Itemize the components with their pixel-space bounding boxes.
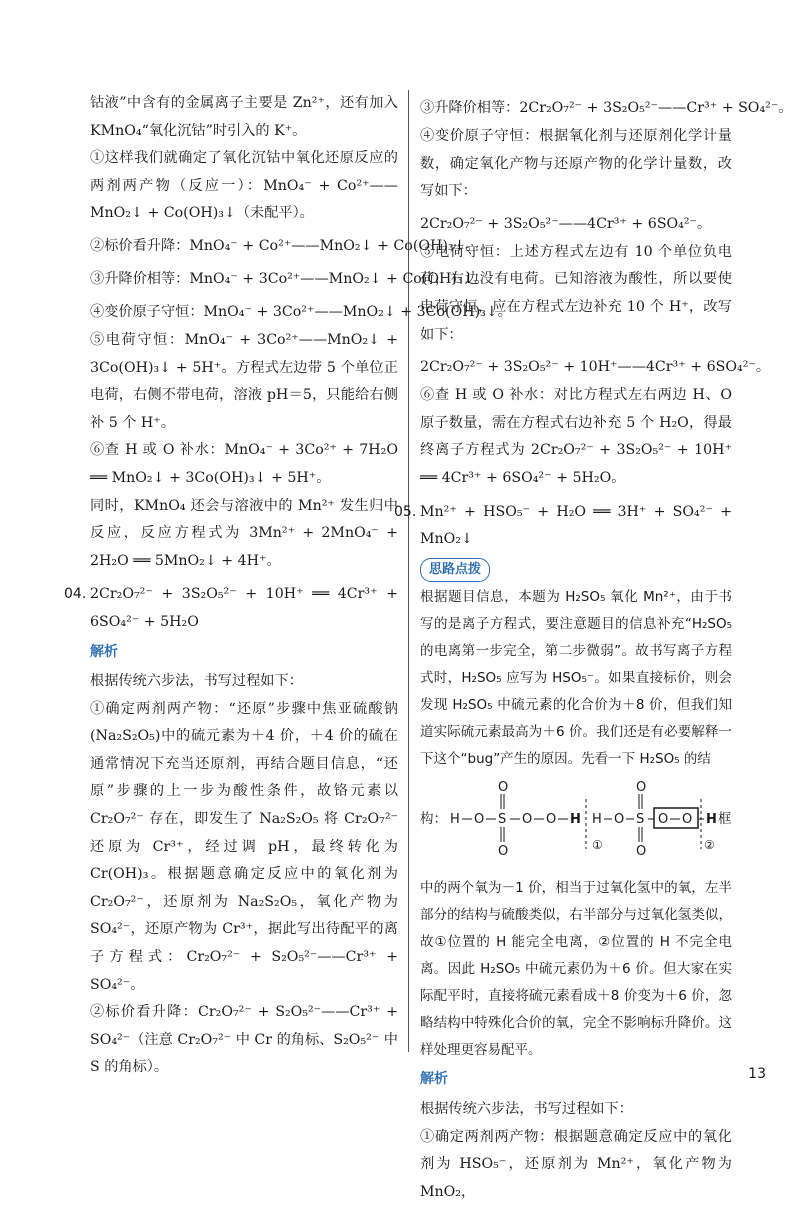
paragraph: ①确定两剂两产物：“还原”步骤中焦亚硫酸钠(Na₂S₂O₅)中的硫元素为＋4 价，＋4 价的硫在通常情况下充当还原剂，再结合题目信息，“还原”步骤的上一步为酸性条件，故铬元素以 Cr₂O₇²⁻ 存在，即发生了 Na₂S₂O₅ 将 Cr₂O₇²⁻ 还原为 Cr³⁺，经过调 pH，最终转化为 Cr(OH)₃。根据题意确定反应中的氧化剂为 Cr₂O₇²⁻，还原剂为 Na₂S₂O₅，氧化产物为 SO₄²⁻，还原产物为 Cr³⁺，据此写出待配平的离子方程式：Cr₂O₇²⁻ + S₂O₅²⁻——Cr³⁺ + SO₄²⁻。 — [90, 696, 398, 1000]
svg-text:S: S — [636, 812, 644, 827]
analysis-label: 解析 — [90, 639, 398, 667]
equation: 2Cr₂O₇²⁻ + 3S₂O₅²⁻——4Cr³⁺ + 6SO₄²⁻。 — [420, 210, 732, 239]
svg-text:H: H — [592, 812, 602, 827]
tip-paragraph: 根据题目信息，本题为 H₂SO₅ 氧化 Mn²⁺，由于书写的是离子方程式，要注意题目的信息补充“H₂SO₅ 的电离第一步完全，第二步微弱”。故书写离子方程式时，H₂SO₅ 应写为 HSO₅⁻。如果直接标价，则会发现 H₂SO₅ 中硫元素的化合价为＋8 价，但我们知道实际硫元素最高为＋6 价。我们还是有必要解释一下这个“bug”产生的原因。先看一下 H₂SO₅ 的结 — [420, 584, 732, 773]
paragraph: ⑥查 H 或 O 补水：对比方程式左右两边 H、O 原子数量，需在方程式右边补充 5 个 H₂O，得最终离子方程式为 2Cr₂O₇²⁻ + 3S₂O₅²⁻ + 10H⁺ ══ 4Cr³⁺ + 6SO₄²⁻ + 5H₂O。 — [420, 382, 732, 492]
svg-text:O: O — [682, 812, 692, 827]
paragraph: 钴液”中含有的金属离子主要是 Zn²⁺，还有加入 KMnO₄“氧化沉钴”时引入的 K⁺。 — [90, 90, 398, 145]
paragraph: ⑤电荷守恒：上述方程式左边有 10 个单位负电荷，右边没有电荷。已知溶液为酸性，所以要使电荷守恒，应在方程式左边补充 10 个 H⁺，改写如下： — [420, 239, 732, 349]
left-column — [90, 90, 398, 1082]
paragraph: ①确定两剂两产物：根据题意确定反应中的氧化剂为 HSO₅⁻，还原剂为 Mn²⁺，氧化产物为 MnO₂， — [420, 1124, 732, 1206]
question-answer: Mn²⁺ + HSO₅⁻ + H₂O ══ 3H⁺ + SO₄²⁻ + MnO₂↓ — [420, 499, 732, 554]
svg-text:S: S — [498, 812, 506, 827]
paragraph: 同时，KMnO₄ 还会与溶液中的 Mn²⁺ 发生归中反应，反应方程式为 3Mn²⁺ + 2MnO₄⁻ + 2H₂O ══ 5MnO₂↓ + 4H⁺。 — [90, 493, 398, 576]
tip-badge: 思路点拨 — [420, 558, 490, 582]
svg-text:O: O — [498, 844, 508, 859]
paragraph: ⑤电荷守恒：MnO₄⁻ + 3Co²⁺——MnO₂↓ + 3Co(OH)₃↓ + 5H⁺。方程式左边带 5 个单位正电荷，右侧不带电荷，溶液 pH＝5，只能给右侧补 5 个 H⁺。 — [90, 327, 398, 437]
mark-1: ① — [592, 838, 603, 852]
question-number: 05. — [394, 499, 416, 527]
svg-text:H: H — [570, 812, 581, 827]
question-04 — [90, 581, 398, 636]
paragraph: 根据传统六步法，书写过程如下： — [420, 1096, 732, 1124]
question-05 — [420, 499, 732, 554]
h2so5-structure-svg — [420, 779, 732, 861]
svg-text:H: H — [450, 812, 460, 827]
svg-text:O: O — [614, 812, 624, 827]
analysis-label: 解析 — [420, 1066, 732, 1094]
question-answer: 2Cr₂O₇²⁻ + 3S₂O₅²⁻ + 10H⁺ ══ 4Cr³⁺ + 6SO₄²⁻ + 5H₂O — [90, 581, 398, 636]
svg-text:O: O — [636, 844, 646, 859]
paragraph: ⑥查 H 或 O 补水：MnO₄⁻ + 3Co²⁺ + 7H₂O ══ MnO₂↓ + 3Co(OH)₃↓ + 5H⁺。 — [90, 437, 398, 492]
structure-prefix: 构： — [420, 810, 447, 827]
equation-step: ③升降价相等：MnO₄⁻ + 3Co²⁺——MnO₂↓ + Co(OH)₃↓。 — [90, 265, 398, 294]
paragraph: ①这样我们就确定了氧化沉钴中氧化还原反应的两剂两产物（反应一）：MnO₄⁻ + Co²⁺——MnO₂↓ + Co(OH)₃↓（未配平）。 — [90, 145, 398, 228]
equation: 2Cr₂O₇²⁻ + 3S₂O₅²⁻ + 10H⁺——4Cr³⁺ + 6SO₄²⁻。 — [420, 353, 732, 382]
column-divider — [408, 90, 409, 1052]
svg-text:O: O — [522, 812, 532, 827]
svg-text:H: H — [706, 812, 717, 827]
question-number: 04. — [64, 581, 86, 609]
structure-diagram — [420, 779, 732, 872]
equation-step: ②标价看升降：MnO₄⁻ + Co²⁺——MnO₂↓ + Co(OH)₃↓。 — [90, 232, 398, 261]
equation-step: ④变价原子守恒：MnO₄⁻ + 3Co²⁺——MnO₂↓ + 3Co(OH)₃↓。 — [90, 298, 398, 327]
structure-formula — [450, 780, 717, 859]
paragraph: 根据传统六步法，书写过程如下： — [90, 668, 398, 696]
page-number: 13 — [748, 1066, 766, 1082]
structure-suffix: 框 — [718, 810, 732, 827]
right-column — [420, 90, 732, 1206]
tip-paragraph: 中的两个氧为－1 价，相当于过氧化氢中的氧，左半部分的结构与硫酸类似，右半部分与过氧化氢类似，故①位置的 H 能完全电离，②位置的 H 不完全电离。因此 H₂SO₅ 中硫元素仍为＋6 价。但大家在实际配平时，直接将硫元素看成＋8 价变为＋6 价，忽略结构中特殊化合价的氧，完全不影响标升降价。这样处理更容易配平。 — [420, 875, 732, 1064]
svg-text:O: O — [498, 780, 508, 795]
mark-2: ② — [704, 838, 715, 852]
paragraph: ④变价原子守恒：根据氧化剂与还原剂化学计量数，确定氧化产物与还原产物的化学计量数，改写如下： — [420, 123, 732, 206]
svg-text:O: O — [474, 812, 484, 827]
paragraph: ②标价看升降：Cr₂O₇²⁻ + S₂O₅²⁻——Cr³⁺ + SO₄²⁻（注意 Cr₂O₇²⁻ 中 Cr 的角标、S₂O₅²⁻ 中 S 的角标）。 — [90, 999, 398, 1082]
svg-text:O: O — [636, 780, 646, 795]
svg-text:O: O — [546, 812, 556, 827]
equation-step: ③升降价相等：2Cr₂O₇²⁻ + 3S₂O₅²⁻——Cr³⁺ + SO₄²⁻。 — [420, 94, 732, 123]
svg-text:O: O — [658, 812, 668, 827]
